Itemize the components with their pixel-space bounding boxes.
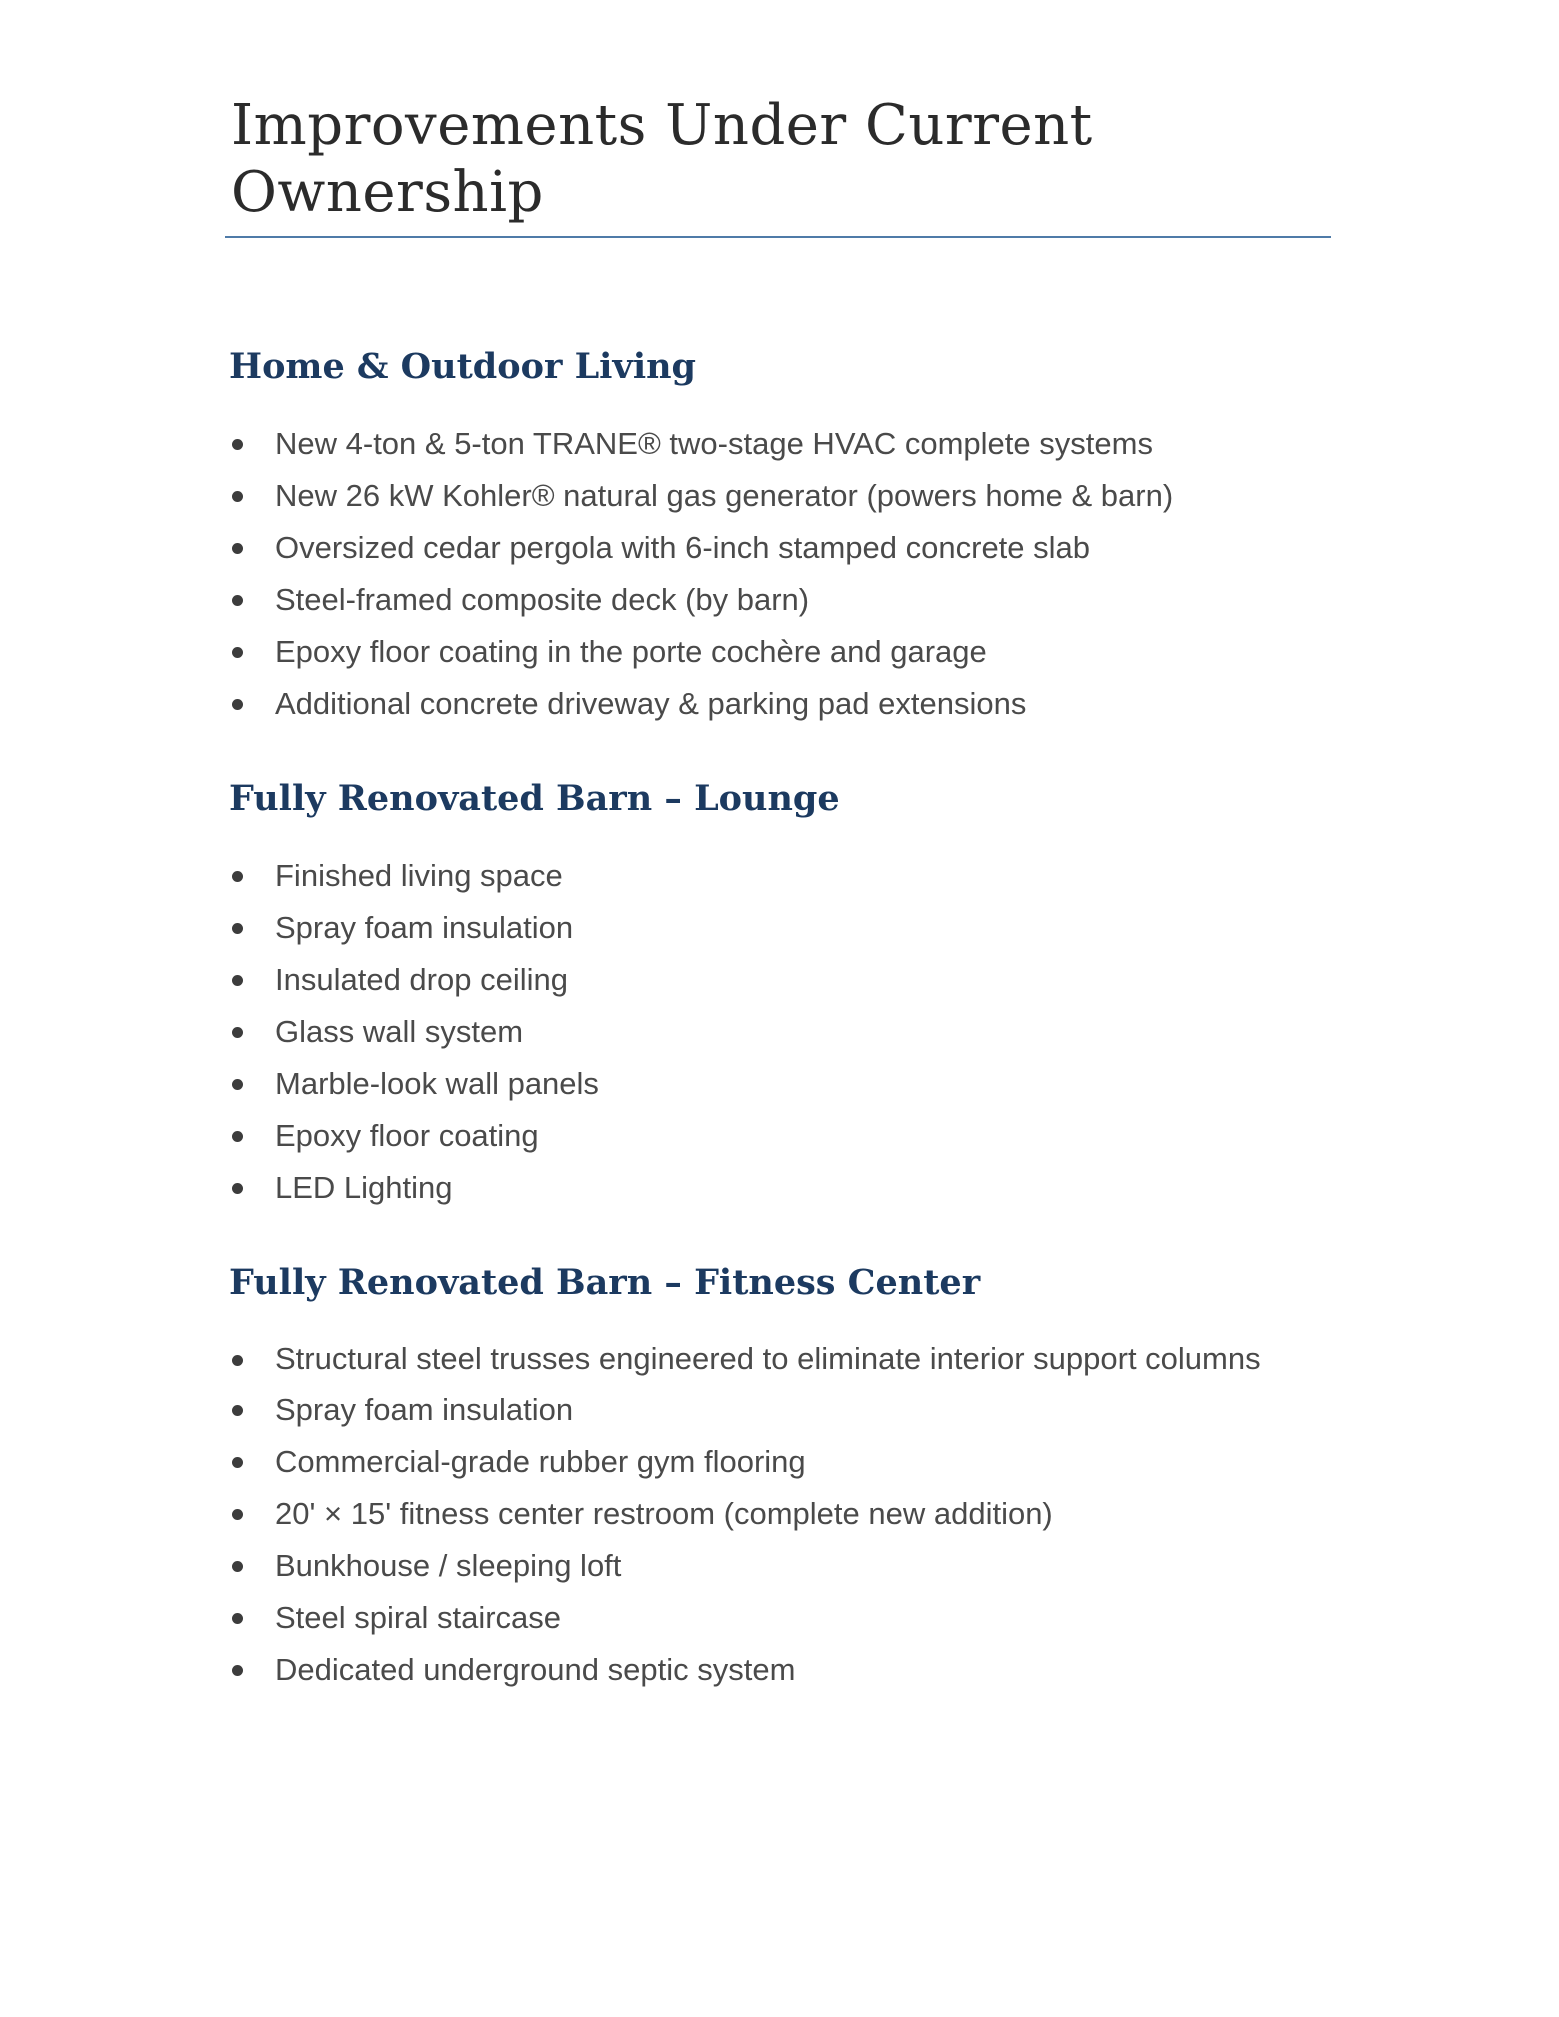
bullet-icon xyxy=(232,1131,243,1142)
list-item-text: Insulated drop ceiling xyxy=(275,962,568,998)
list-item xyxy=(225,1644,1295,1696)
list-item xyxy=(225,418,1295,470)
bullet-icon xyxy=(232,1355,243,1366)
list-item xyxy=(225,1006,1295,1058)
bullet-icon xyxy=(232,491,243,502)
list-item-text: Steel spiral staircase xyxy=(275,1600,562,1636)
list-item-text: Additional concrete driveway & parking pad extensions xyxy=(275,686,1027,722)
bullet-icon xyxy=(232,439,243,450)
list-item xyxy=(225,1540,1295,1592)
list-item xyxy=(225,678,1295,730)
bullet-icon xyxy=(232,543,243,554)
list-item-text: Commercial-grade rubber gym flooring xyxy=(275,1444,806,1480)
list-item xyxy=(225,1110,1295,1162)
list-item-text: Steel-framed composite deck (by barn) xyxy=(275,582,810,618)
list-item xyxy=(225,850,1295,902)
bullet-icon xyxy=(232,1079,243,1090)
list-item-text: Epoxy floor coating in the porte cochère and garage xyxy=(275,634,987,670)
list-item xyxy=(225,522,1295,574)
bullet-icon xyxy=(232,595,243,606)
page-title: Improvements Under Current Ownership xyxy=(225,92,1331,238)
list-item xyxy=(225,574,1295,626)
section-heading: Fully Renovated Barn – Fitness Center xyxy=(229,1262,981,1304)
section-barn-fitness-center xyxy=(225,1262,1340,1696)
bullet-icon xyxy=(232,1457,243,1468)
list-item xyxy=(225,1162,1295,1214)
bullet-list xyxy=(225,1334,1340,1696)
list-item-text: Dedicated underground septic system xyxy=(275,1652,796,1688)
list-item xyxy=(225,626,1295,678)
list-item xyxy=(225,1592,1295,1644)
list-item-text: Oversized cedar pergola with 6-inch stamped concrete slab xyxy=(275,530,1091,566)
list-item xyxy=(225,954,1295,1006)
section-heading: Fully Renovated Barn – Lounge xyxy=(229,778,840,820)
list-item xyxy=(225,470,1295,522)
list-item-text: 20' × 15' fitness center restroom (complete new addition) xyxy=(275,1496,1053,1532)
list-item xyxy=(225,1058,1295,1110)
bullet-icon xyxy=(232,699,243,710)
bullet-icon xyxy=(232,871,243,882)
bullet-icon xyxy=(232,923,243,934)
section-heading: Home & Outdoor Living xyxy=(229,346,697,388)
list-item-text: Marble-look wall panels xyxy=(275,1066,599,1102)
list-item-text: Epoxy floor coating xyxy=(275,1118,539,1154)
list-item xyxy=(225,1488,1295,1540)
bullet-icon xyxy=(232,1561,243,1572)
list-item-text: Bunkhouse / sleeping loft xyxy=(275,1548,622,1584)
bullet-icon xyxy=(232,1027,243,1038)
list-item xyxy=(225,1384,1295,1436)
list-item-text: Structural steel trusses engineered to eliminate interior support columns xyxy=(275,1341,1261,1377)
section-barn-lounge xyxy=(225,778,1340,1214)
bullet-icon xyxy=(232,1183,243,1194)
list-item-text: New 26 kW Kohler® natural gas generator (powers home & barn) xyxy=(275,478,1174,514)
list-item-text: New 4-ton & 5-ton TRANE® two-stage HVAC complete systems xyxy=(275,426,1153,462)
list-item xyxy=(225,1334,1295,1384)
list-item xyxy=(225,902,1295,954)
bullet-icon xyxy=(232,1509,243,1520)
document-content xyxy=(225,92,1340,1696)
list-item xyxy=(225,1436,1295,1488)
list-item-text: Spray foam insulation xyxy=(275,910,574,946)
bullet-list xyxy=(225,850,1340,1214)
list-item-text: Spray foam insulation xyxy=(275,1392,574,1428)
list-item-text: LED Lighting xyxy=(275,1170,453,1206)
bullet-icon xyxy=(232,1405,243,1416)
section-home-outdoor-living xyxy=(225,346,1340,730)
bullet-icon xyxy=(232,975,243,986)
list-item-text: Glass wall system xyxy=(275,1014,524,1050)
list-item-text: Finished living space xyxy=(275,858,563,894)
bullet-icon xyxy=(232,1665,243,1676)
bullet-icon xyxy=(232,1613,243,1624)
bullet-list xyxy=(225,418,1340,730)
bullet-icon xyxy=(232,647,243,658)
